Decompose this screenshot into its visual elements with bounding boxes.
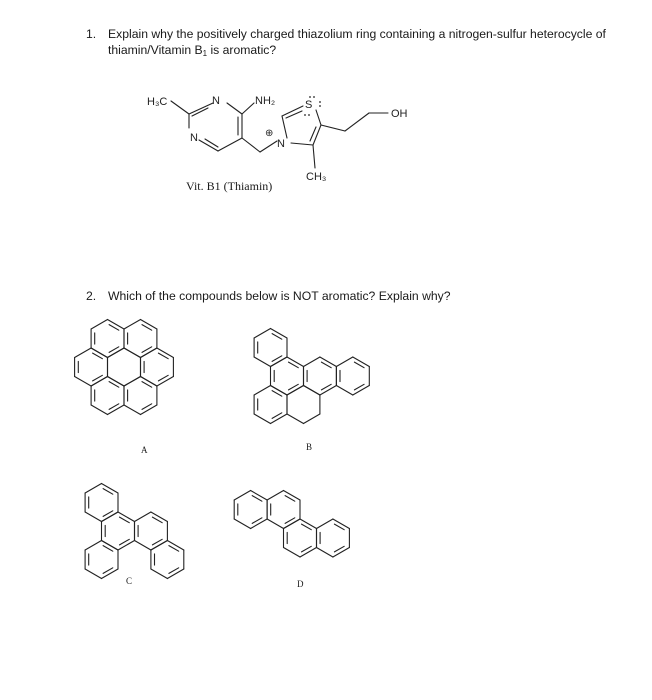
compound-a-bond	[75, 377, 92, 387]
compound-a-bond	[124, 377, 141, 387]
compound-a-bond	[108, 377, 125, 387]
compound-b-bond	[287, 386, 304, 396]
compound-label-d: D	[297, 579, 304, 589]
compound-b-bond	[353, 357, 370, 367]
compound-a-bond	[108, 405, 125, 415]
compound-a-bond	[75, 348, 92, 358]
compound-a-bond	[141, 348, 157, 358]
compound-d-bond	[234, 491, 250, 501]
compound-b-bond	[336, 386, 352, 396]
compound-label-a: A	[141, 445, 148, 455]
compound-label-b: B	[306, 442, 313, 452]
compound-b-bond	[353, 386, 370, 396]
compound-c-bond	[135, 541, 151, 551]
question-1-number: 1.	[86, 27, 97, 41]
compound-d-bond	[300, 548, 317, 558]
compound-d-bond	[300, 519, 317, 529]
compound-a-bond	[108, 348, 125, 358]
compound-c-bond	[102, 569, 119, 579]
compound-d-bond	[317, 548, 333, 558]
compound-b-bond	[336, 357, 352, 367]
compound-b-bond	[287, 357, 304, 367]
compound-b-bond	[320, 386, 337, 396]
question-1-text: Explain why the positively charged thiazolium ring containing a nitrogen-sulfur heterocycle of thiamin/Vitamin $B_1$ is aromatic?	[108, 27, 606, 58]
compound-c-bond	[151, 569, 168, 579]
question-2-number: 2.	[86, 289, 97, 303]
compound-b-bond	[254, 329, 270, 339]
compound-c-bond	[151, 541, 168, 551]
compound-b-bond	[304, 386, 320, 396]
compound-d-bond	[333, 548, 350, 558]
compound-label-c: C	[126, 576, 133, 586]
compound-d-bond	[267, 519, 283, 529]
compound-a-bond	[124, 320, 141, 330]
compound-d-bond	[251, 491, 268, 501]
compound-c-bond	[135, 512, 151, 522]
positive-charge-symbol: ⊕	[265, 128, 274, 139]
compound-c-bond	[167, 569, 183, 579]
compound-b-bond	[287, 414, 304, 424]
methyl-label: H₃C	[147, 96, 168, 108]
compound-a-bond	[141, 405, 157, 415]
compound-c-bond	[118, 512, 135, 522]
compound-a-bond	[91, 348, 107, 358]
pyrimidine-n-bottom: N	[190, 132, 198, 144]
compound-b-bond	[271, 357, 288, 367]
compound-c-bond	[85, 541, 101, 551]
compound-a-bond	[124, 405, 141, 415]
compound-b-bond	[254, 386, 270, 396]
compound-c-bond	[102, 512, 119, 522]
compound-b-bond	[304, 414, 320, 424]
amine-label: NH₂	[255, 95, 276, 107]
compound-c-bond	[85, 569, 101, 579]
compound-b-bond	[320, 357, 337, 367]
compound-c-bond	[151, 512, 168, 522]
thiazolium-nitrogen: N	[277, 138, 285, 150]
compound-b-bond	[304, 357, 320, 367]
compound-c-bond	[102, 484, 119, 494]
compound-d-bond	[284, 491, 301, 501]
compound-b-bond	[254, 414, 270, 424]
hydroxyl-label: OH	[391, 108, 408, 120]
compound-c-bond	[85, 484, 101, 494]
thiazolium-sulfur: S	[305, 99, 313, 111]
compound-c-bond	[167, 541, 183, 551]
compound-d-bond	[284, 548, 301, 558]
compound-d-bond	[251, 519, 268, 529]
compound-c-bond	[85, 512, 101, 522]
compound-d-bond	[317, 519, 333, 529]
compound-c-bond	[102, 541, 119, 551]
ring-methyl-label: CH₃	[306, 171, 327, 183]
compound-d-bond	[267, 491, 283, 501]
compound-b-bond	[271, 414, 288, 424]
question-2-text: Which of the compounds below is NOT aromatic? Explain why?	[108, 289, 451, 303]
compound-a-bond	[91, 405, 107, 415]
compound-a-bond	[91, 320, 107, 330]
compound-a-bond	[124, 348, 141, 358]
compound-d-bond	[333, 519, 350, 529]
compound-a-bond	[157, 377, 174, 387]
compound-d-bond	[284, 519, 301, 529]
compound-a-bond	[91, 377, 107, 387]
compound-c-bond	[118, 541, 135, 551]
compound-d-bond	[234, 519, 250, 529]
compound-b-bond	[254, 357, 270, 367]
compound-a-bond	[157, 348, 174, 358]
pyrimidine-n-top: N	[212, 95, 220, 107]
thiamin-caption: Vit. B1 (Thiamin)	[186, 179, 273, 193]
compound-a-bond	[141, 377, 157, 387]
compound-b-bond	[271, 386, 288, 396]
compound-a-bond	[108, 320, 125, 330]
compound-a-bond	[141, 320, 157, 330]
compound-b-bond	[271, 329, 288, 339]
